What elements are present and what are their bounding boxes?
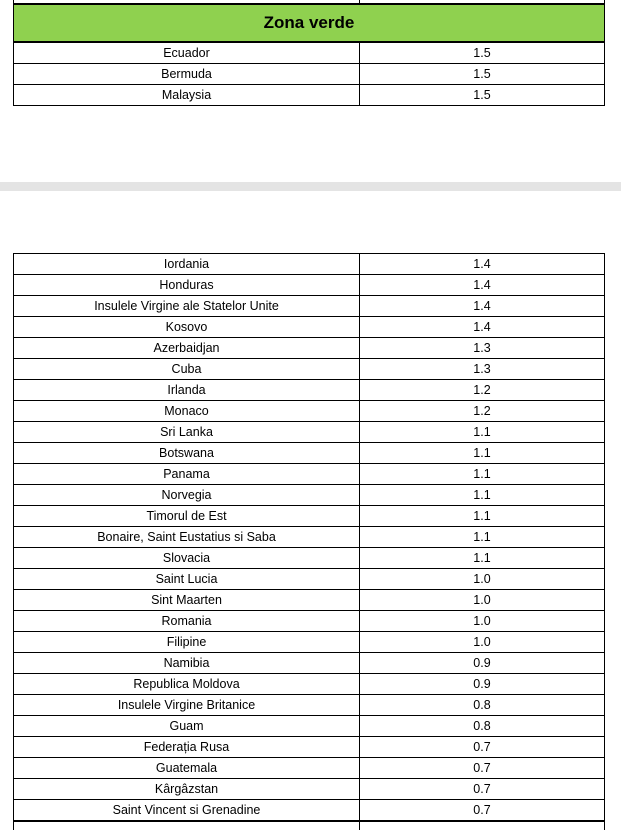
value-cell: 0.7	[360, 758, 605, 779]
value-cell: 0.7	[360, 737, 605, 758]
value-cell: 1.0	[360, 611, 605, 632]
value-cell: 1.1	[360, 485, 605, 506]
country-cell: Sint Maarten	[14, 590, 360, 611]
value-cell: 1.5	[360, 64, 605, 85]
value-cell: 1.0	[360, 590, 605, 611]
zone-title: Zona verde	[14, 4, 605, 42]
table-row	[14, 695, 605, 716]
table-row	[14, 548, 605, 569]
value-cell: 0.7	[360, 800, 605, 822]
country-cell: Filipine	[14, 632, 360, 653]
country-cell: Timorul de Est	[14, 506, 360, 527]
table-cell	[14, 821, 360, 830]
country-cell: Panama	[14, 464, 360, 485]
value-cell: 0.8	[360, 695, 605, 716]
table-row	[14, 821, 605, 830]
country-cell: Insulele Virgine Britanice	[14, 695, 360, 716]
country-cell: Monaco	[14, 401, 360, 422]
value-cell: 1.4	[360, 296, 605, 317]
country-cell: Sri Lanka	[14, 422, 360, 443]
value-cell: 1.3	[360, 338, 605, 359]
country-values-table	[13, 253, 605, 830]
green-zone-table	[13, 0, 605, 106]
table-row	[14, 275, 605, 296]
table-row	[14, 296, 605, 317]
document-page-top	[0, 0, 621, 182]
table-row	[14, 464, 605, 485]
value-cell: 1.1	[360, 506, 605, 527]
table-row	[14, 716, 605, 737]
value-cell: 0.9	[360, 653, 605, 674]
document-page-bottom	[0, 191, 621, 823]
table-row	[14, 779, 605, 800]
country-cell: Azerbaidjan	[14, 338, 360, 359]
table-row	[14, 42, 605, 64]
table-row	[14, 506, 605, 527]
table-row	[14, 380, 605, 401]
country-cell: Malaysia	[14, 85, 360, 106]
country-cell: Bermuda	[14, 64, 360, 85]
value-cell: 1.1	[360, 422, 605, 443]
country-cell: Guatemala	[14, 758, 360, 779]
zone-header-row	[14, 4, 605, 42]
country-cell: Botswana	[14, 443, 360, 464]
country-cell: Republica Moldova	[14, 674, 360, 695]
value-cell: 1.1	[360, 443, 605, 464]
country-cell: Namibia	[14, 653, 360, 674]
table-row	[14, 317, 605, 338]
value-cell: 1.4	[360, 254, 605, 275]
value-cell: 0.8	[360, 716, 605, 737]
country-cell: Honduras	[14, 275, 360, 296]
table-row	[14, 85, 605, 106]
value-cell: 1.3	[360, 359, 605, 380]
value-cell: 1.5	[360, 85, 605, 106]
value-cell: 1.5	[360, 42, 605, 64]
table-row	[14, 632, 605, 653]
country-cell: Ecuador	[14, 42, 360, 64]
table-row	[14, 800, 605, 822]
table-row	[14, 758, 605, 779]
country-cell: Irlanda	[14, 380, 360, 401]
country-cell: Iordania	[14, 254, 360, 275]
country-cell: Kârgâzstan	[14, 779, 360, 800]
table-row	[14, 64, 605, 85]
value-cell: 1.1	[360, 464, 605, 485]
table-row	[14, 422, 605, 443]
value-cell: 1.2	[360, 380, 605, 401]
country-cell: Kosovo	[14, 317, 360, 338]
country-cell: Cuba	[14, 359, 360, 380]
table-row	[14, 485, 605, 506]
value-cell: 0.9	[360, 674, 605, 695]
country-cell: Guam	[14, 716, 360, 737]
table-row	[14, 569, 605, 590]
country-cell: Saint Lucia	[14, 569, 360, 590]
country-cell: Insulele Virgine ale Statelor Unite	[14, 296, 360, 317]
table-row	[14, 527, 605, 548]
table-row	[14, 590, 605, 611]
country-cell: Federația Rusa	[14, 737, 360, 758]
table-row	[14, 401, 605, 422]
country-cell: Saint Vincent si Grenadine	[14, 800, 360, 822]
country-cell: Bonaire, Saint Eustatius si Saba	[14, 527, 360, 548]
table-row	[14, 254, 605, 275]
value-cell: 1.0	[360, 569, 605, 590]
value-cell: 1.0	[360, 632, 605, 653]
table-cell	[360, 821, 605, 830]
table-row	[14, 359, 605, 380]
value-cell: 1.1	[360, 548, 605, 569]
table-row	[14, 443, 605, 464]
country-cell: Norvegia	[14, 485, 360, 506]
table-row	[14, 674, 605, 695]
value-cell: 1.4	[360, 275, 605, 296]
country-cell: Slovacia	[14, 548, 360, 569]
table-row	[14, 737, 605, 758]
value-cell: 0.7	[360, 779, 605, 800]
table-row	[14, 338, 605, 359]
table-row	[14, 611, 605, 632]
value-cell: 1.2	[360, 401, 605, 422]
value-cell: 1.4	[360, 317, 605, 338]
table-row	[14, 653, 605, 674]
page-separator	[0, 182, 621, 191]
value-cell: 1.1	[360, 527, 605, 548]
country-cell: Romania	[14, 611, 360, 632]
